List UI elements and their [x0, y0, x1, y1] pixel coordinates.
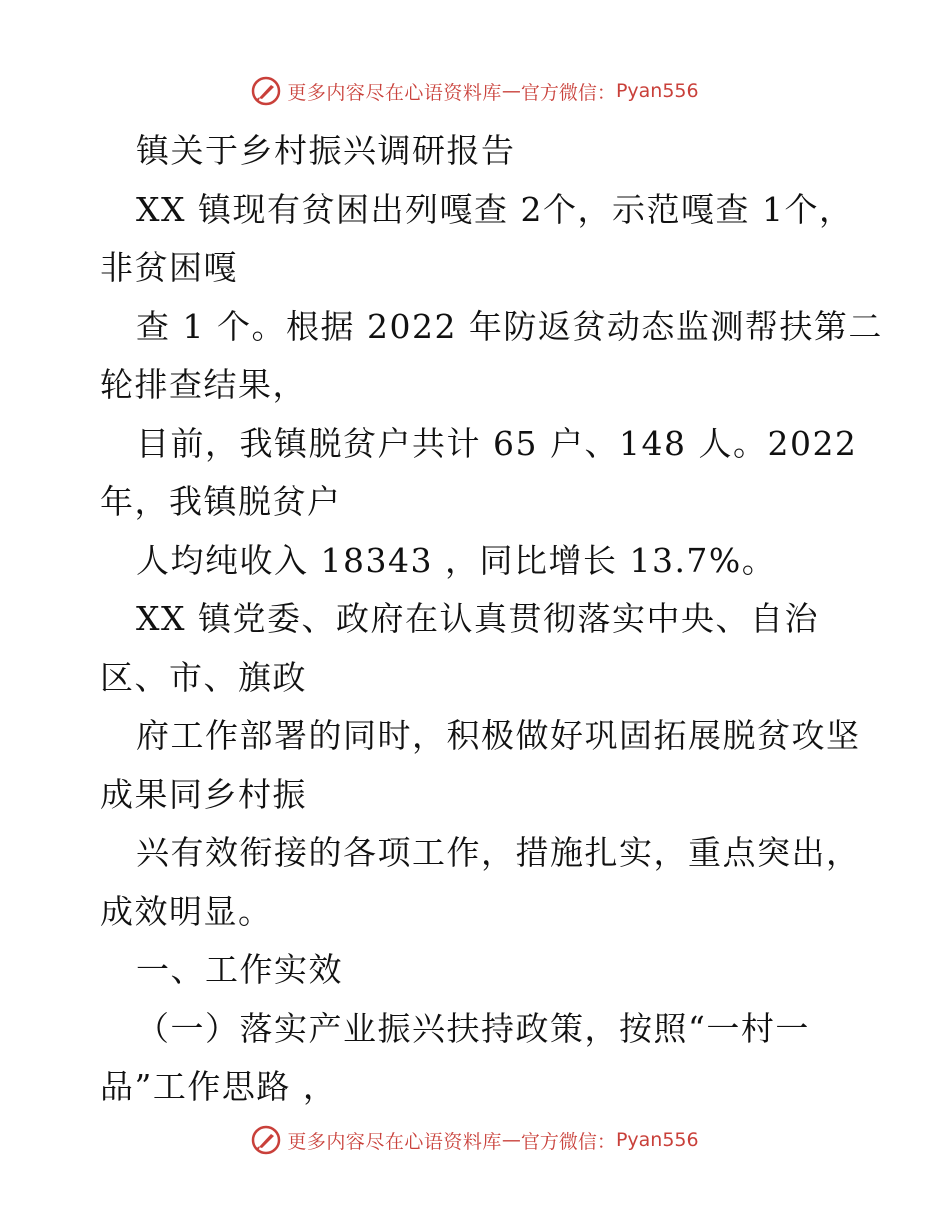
- text-line: 轮排查结果，: [100, 365, 307, 404]
- watermark-brand: 更多内容尽在心语资料库: [287, 1130, 502, 1153]
- text-line: 成果同乡村振: [100, 774, 307, 814]
- text-line: 年，我镇脱贫户: [100, 482, 342, 521]
- text-line: 品”工作思路 ，: [100, 1067, 338, 1106]
- text-line: 府工作部署的同时，积极做好巩固拓展脱贫攻坚: [136, 716, 861, 755]
- watermark-wechat-id: Pyan556: [615, 80, 699, 102]
- quill-logo-icon: [251, 76, 281, 106]
- header-watermark: [0, 71, 950, 111]
- text-line: 查 1 个。根据 2022 年防返贫动态监测帮扶第二: [136, 306, 883, 346]
- text-line: 成效明显。: [100, 891, 273, 931]
- watermark-wechat-id: Pyan556: [615, 1129, 699, 1151]
- text-line: 人均纯收入 18343 ，同比增长 13.7%。: [136, 540, 777, 580]
- text-line: （一）落实产业振兴扶持政策，按照“一村一: [136, 1008, 810, 1048]
- text-line: 镇关于乡村振兴调研报告: [136, 131, 516, 170]
- text-line: 目前，我镇脱贫户共计 65 户、148 人。2022: [136, 423, 858, 463]
- text-line: 区、市、旗政: [100, 657, 307, 697]
- watermark-wechat-label: 官方微信：: [520, 1130, 616, 1153]
- text-line: 一、工作实效: [136, 950, 343, 989]
- text-line: 非贫困嘎: [100, 248, 238, 287]
- watermark-dash: —: [501, 80, 521, 102]
- watermark-dash: —: [501, 1129, 521, 1151]
- watermark-wechat-label: 官方微信：: [520, 81, 616, 104]
- document-body: [100, 122, 883, 1117]
- watermark-brand: 更多内容尽在心语资料库: [287, 81, 502, 104]
- footer-watermark: [0, 1120, 950, 1160]
- text-line: 兴有效衔接的各项工作，措施扎实，重点突出，: [136, 833, 861, 872]
- quill-logo-icon: [251, 1125, 281, 1155]
- text-line: XX 镇党委、政府在认真贯彻落实中央、自治: [136, 599, 819, 638]
- text-line: XX 镇现有贫困出列嘎查 2个，示范嘎查 1个，: [136, 189, 854, 229]
